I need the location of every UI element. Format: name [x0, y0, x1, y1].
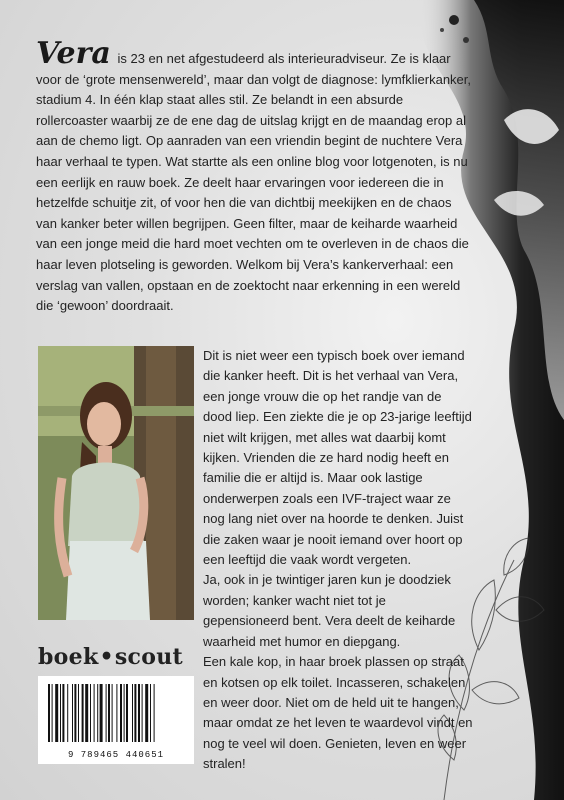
author-photo	[38, 346, 194, 620]
barcode-bar	[62, 684, 64, 742]
barcode-bar	[132, 684, 133, 742]
barcode-bar	[138, 684, 140, 742]
intro-paragraph	[36, 36, 476, 317]
barcode-bar	[134, 684, 136, 742]
barcode-bar	[150, 684, 151, 742]
description-text	[203, 346, 473, 775]
barcode-bar	[100, 684, 103, 742]
barcode-bar	[112, 684, 113, 742]
description-paragraph-1: Dit is niet weer een typisch boek over iemand die kanker heeft. Dit is het verhaal van Vera, een jonge vrouw die op het randje van de dood liep. Een ziekte die je op 23-jarige leeftijd niet wilt krijgen, met alles wat daarbij komt kijken. Vrienden die ze hard nodig heeft en familie die er altijd is. Maar ook lastige onderwerpen zoals een IVF-traject waar ze nog lang niet over na hoorde te denken. Juist die zaken waar je nooit iemand over hoort op een leeftijd die vaak wordt vergeten.	[203, 348, 472, 568]
description-paragraph-2: Ja, ook in je twintiger jaren kun je doodziek worden; kanker wacht niet tot je gepensioneerd bent. Vera deelt de keiharde waarheid met humor en diepgang.	[203, 572, 456, 649]
barcode-bar	[154, 684, 155, 742]
barcode-bar	[55, 684, 58, 742]
description-paragraph-3: Een kale kop, in haar broek plassen op straat en kotsen op elk toilet. Incasseren, schakelen en weer door. Niet om de held uit te hangen, maar omdat ze het leven te waardevol vindt en nog te veel wil doen. Genieten, leven en weer stralen!	[203, 654, 473, 772]
barcode-bar	[106, 684, 107, 742]
barcode-bar	[74, 684, 76, 742]
barcode-bar	[72, 684, 73, 742]
publisher-logo-part1: boek	[38, 644, 99, 670]
barcode-bar	[82, 684, 84, 742]
barcode-bar	[94, 684, 95, 742]
barcode-bars	[38, 676, 194, 746]
barcode-bar	[108, 684, 110, 742]
barcode-bar	[48, 684, 50, 742]
intro-text: is 23 en net afgestudeerd als interieuradviseur. Ze is klaar voor de ‘grote mensenwereld’, maar dan volgt de diagnose: lymfklierkanker, stadium 4. In één klap staat alles stil. Ze belandt in een absurde rollercoaster waarbij ze de ene dag de uitslag krijgt en de maandag erop al aan de chemo ligt. Op aanraden van een vriendin begint de nuchtere Vera haar verhaal te typen. Wat startte als een online blog voor lotgenoten, is nu een eerlijk en rauw boek. Ze deelt haar ervaringen voor iedereen die in hetzelfde schuitje zit, of voor hen die van dichtbij meekijken en de chaos van kanker beter willen begrijpen. Geen filter, maar de keiharde waarheid van een jonge meid die hard moet vechten om te overleven in de chaos die haar leven plotseling is geworden. Welkom bij Vera’s kankerverhaal: een verslag van vallen, opstaan en de zoektocht naar erkenning in een wereld die ‘gewoon’ doordraait.	[36, 51, 472, 314]
barcode-bar	[85, 684, 88, 742]
barcode-bar	[67, 684, 68, 742]
barcode-bar	[124, 684, 125, 742]
publisher-logo-dot: •	[99, 644, 114, 670]
barcode-bar	[145, 684, 148, 742]
barcode-bar	[142, 684, 143, 742]
barcode-bar	[60, 684, 61, 742]
barcode-bar	[126, 684, 128, 742]
barcode-bar	[116, 684, 117, 742]
barcode-bar	[78, 684, 79, 742]
barcode-bar	[52, 684, 53, 742]
publisher-logo	[38, 644, 194, 672]
author-name: Vera	[36, 36, 111, 71]
barcode-bar	[120, 684, 122, 742]
barcode-bar	[90, 684, 91, 742]
barcode-bar	[97, 684, 98, 742]
author-photo-image	[38, 346, 194, 620]
isbn-number: 9 789465 440651	[67, 750, 164, 760]
publisher-logo-part2: scout	[114, 644, 183, 670]
isbn-barcode	[38, 676, 194, 764]
